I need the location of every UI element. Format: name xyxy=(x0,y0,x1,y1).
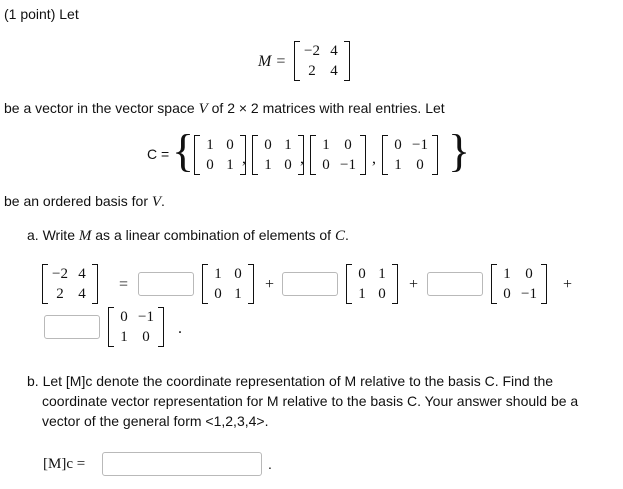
matrix-cell: 4 xyxy=(330,43,338,59)
matrix-cell: 1 xyxy=(264,157,272,173)
basis-matrix-3-copy xyxy=(491,264,547,304)
part-b-line-3: vector of the general form <1,2,3,4>. xyxy=(42,413,269,429)
comma: , xyxy=(242,150,246,167)
matrix-cell: 4 xyxy=(78,286,86,302)
matrix-cell: −1 xyxy=(340,157,356,173)
matrix-cell: 2 xyxy=(308,63,316,79)
basis-matrix-1 xyxy=(194,135,246,175)
matrix-cell: 0 xyxy=(358,266,366,282)
matrix-cell: 0 xyxy=(214,286,222,302)
matrix-cell: 1 xyxy=(206,137,214,153)
matrix-cell: 1 xyxy=(284,137,292,153)
matrix-cell: 1 xyxy=(378,266,386,282)
matrix-cell: 0 xyxy=(226,137,234,153)
basis-matrix-1-copy xyxy=(202,264,254,304)
intro-line-1: be a vector in the vector space V of 2 × 2 matrices with real entries. Let xyxy=(4,100,445,117)
part-a-prompt: a. Write M as a linear combination of elements of C. xyxy=(27,227,349,244)
basis-matrix-2-copy xyxy=(346,264,398,304)
basis-matrix-2 xyxy=(252,135,304,175)
matrix-cell: 0 xyxy=(206,157,214,173)
basis-matrix-3 xyxy=(310,135,366,175)
basis-c-label: C = xyxy=(147,146,170,162)
matrix-cell: 0 xyxy=(142,329,150,345)
comma: , xyxy=(372,150,376,167)
intro-line-2: be an ordered basis for V. xyxy=(4,193,165,210)
comma: , xyxy=(300,150,304,167)
matrix-cell: 1 xyxy=(322,137,330,153)
part-b-line-2: coordinate vector representation for M relative to the basis C. Your answer should be a xyxy=(42,393,579,409)
matrix-cell: 1 xyxy=(226,157,234,173)
matrix-cell: 1 xyxy=(394,157,402,173)
matrix-cell: 1 xyxy=(120,329,128,345)
matrix-cell: 0 xyxy=(284,157,292,173)
matrix-cell: 0 xyxy=(322,157,330,173)
matrix-cell: 1 xyxy=(503,266,511,282)
period: . xyxy=(178,320,182,337)
plus-sign: + xyxy=(409,276,419,293)
basis-matrix-4 xyxy=(382,135,438,175)
matrix-cell: 1 xyxy=(234,286,242,302)
coefficient-1-input[interactable] xyxy=(138,272,194,296)
matrix-cell: 0 xyxy=(234,266,242,282)
matrix-cell: 4 xyxy=(330,63,338,79)
m-equals-label: M = xyxy=(258,53,287,70)
problem-points: (1 point) Let xyxy=(4,6,79,22)
plus-sign: + xyxy=(265,276,275,293)
matrix-cell: −1 xyxy=(521,286,537,302)
basis-matrix-4-copy xyxy=(108,307,164,347)
matrix-cell: 0 xyxy=(416,157,424,173)
matrix-cell: 0 xyxy=(503,286,511,302)
matrix-m xyxy=(294,41,350,81)
matrix-cell: 4 xyxy=(78,266,86,282)
matrix-cell: 0 xyxy=(264,137,272,153)
matrix-cell: −1 xyxy=(412,137,428,153)
matrix-cell: 0 xyxy=(394,137,402,153)
matrix-cell: −2 xyxy=(304,43,320,59)
coordinate-vector-input[interactable] xyxy=(102,452,262,476)
matrix-m-copy xyxy=(42,264,98,304)
matrix-cell: 0 xyxy=(525,266,533,282)
matrix-cell: 1 xyxy=(214,266,222,282)
matrix-cell: −2 xyxy=(52,266,68,282)
matrix-cell: 1 xyxy=(358,286,366,302)
matrix-cell: 2 xyxy=(56,286,64,302)
coefficient-2-input[interactable] xyxy=(282,272,338,296)
coefficient-4-input[interactable] xyxy=(44,315,100,339)
part-b-line-1: b. Let [M]c denote the coordinate representation of M relative to the basis C. Find the xyxy=(27,373,554,389)
matrix-cell: 0 xyxy=(120,309,128,325)
matrix-cell: −1 xyxy=(138,309,154,325)
open-brace: { xyxy=(172,125,195,176)
answer-label: [M]c = xyxy=(43,456,86,472)
matrix-cell: 0 xyxy=(378,286,386,302)
period: . xyxy=(268,456,272,472)
close-brace: } xyxy=(448,125,471,176)
coefficient-3-input[interactable] xyxy=(427,272,483,296)
plus-sign: + xyxy=(563,276,573,293)
matrix-cell: 0 xyxy=(344,137,352,153)
equals-sign: = xyxy=(119,276,129,293)
